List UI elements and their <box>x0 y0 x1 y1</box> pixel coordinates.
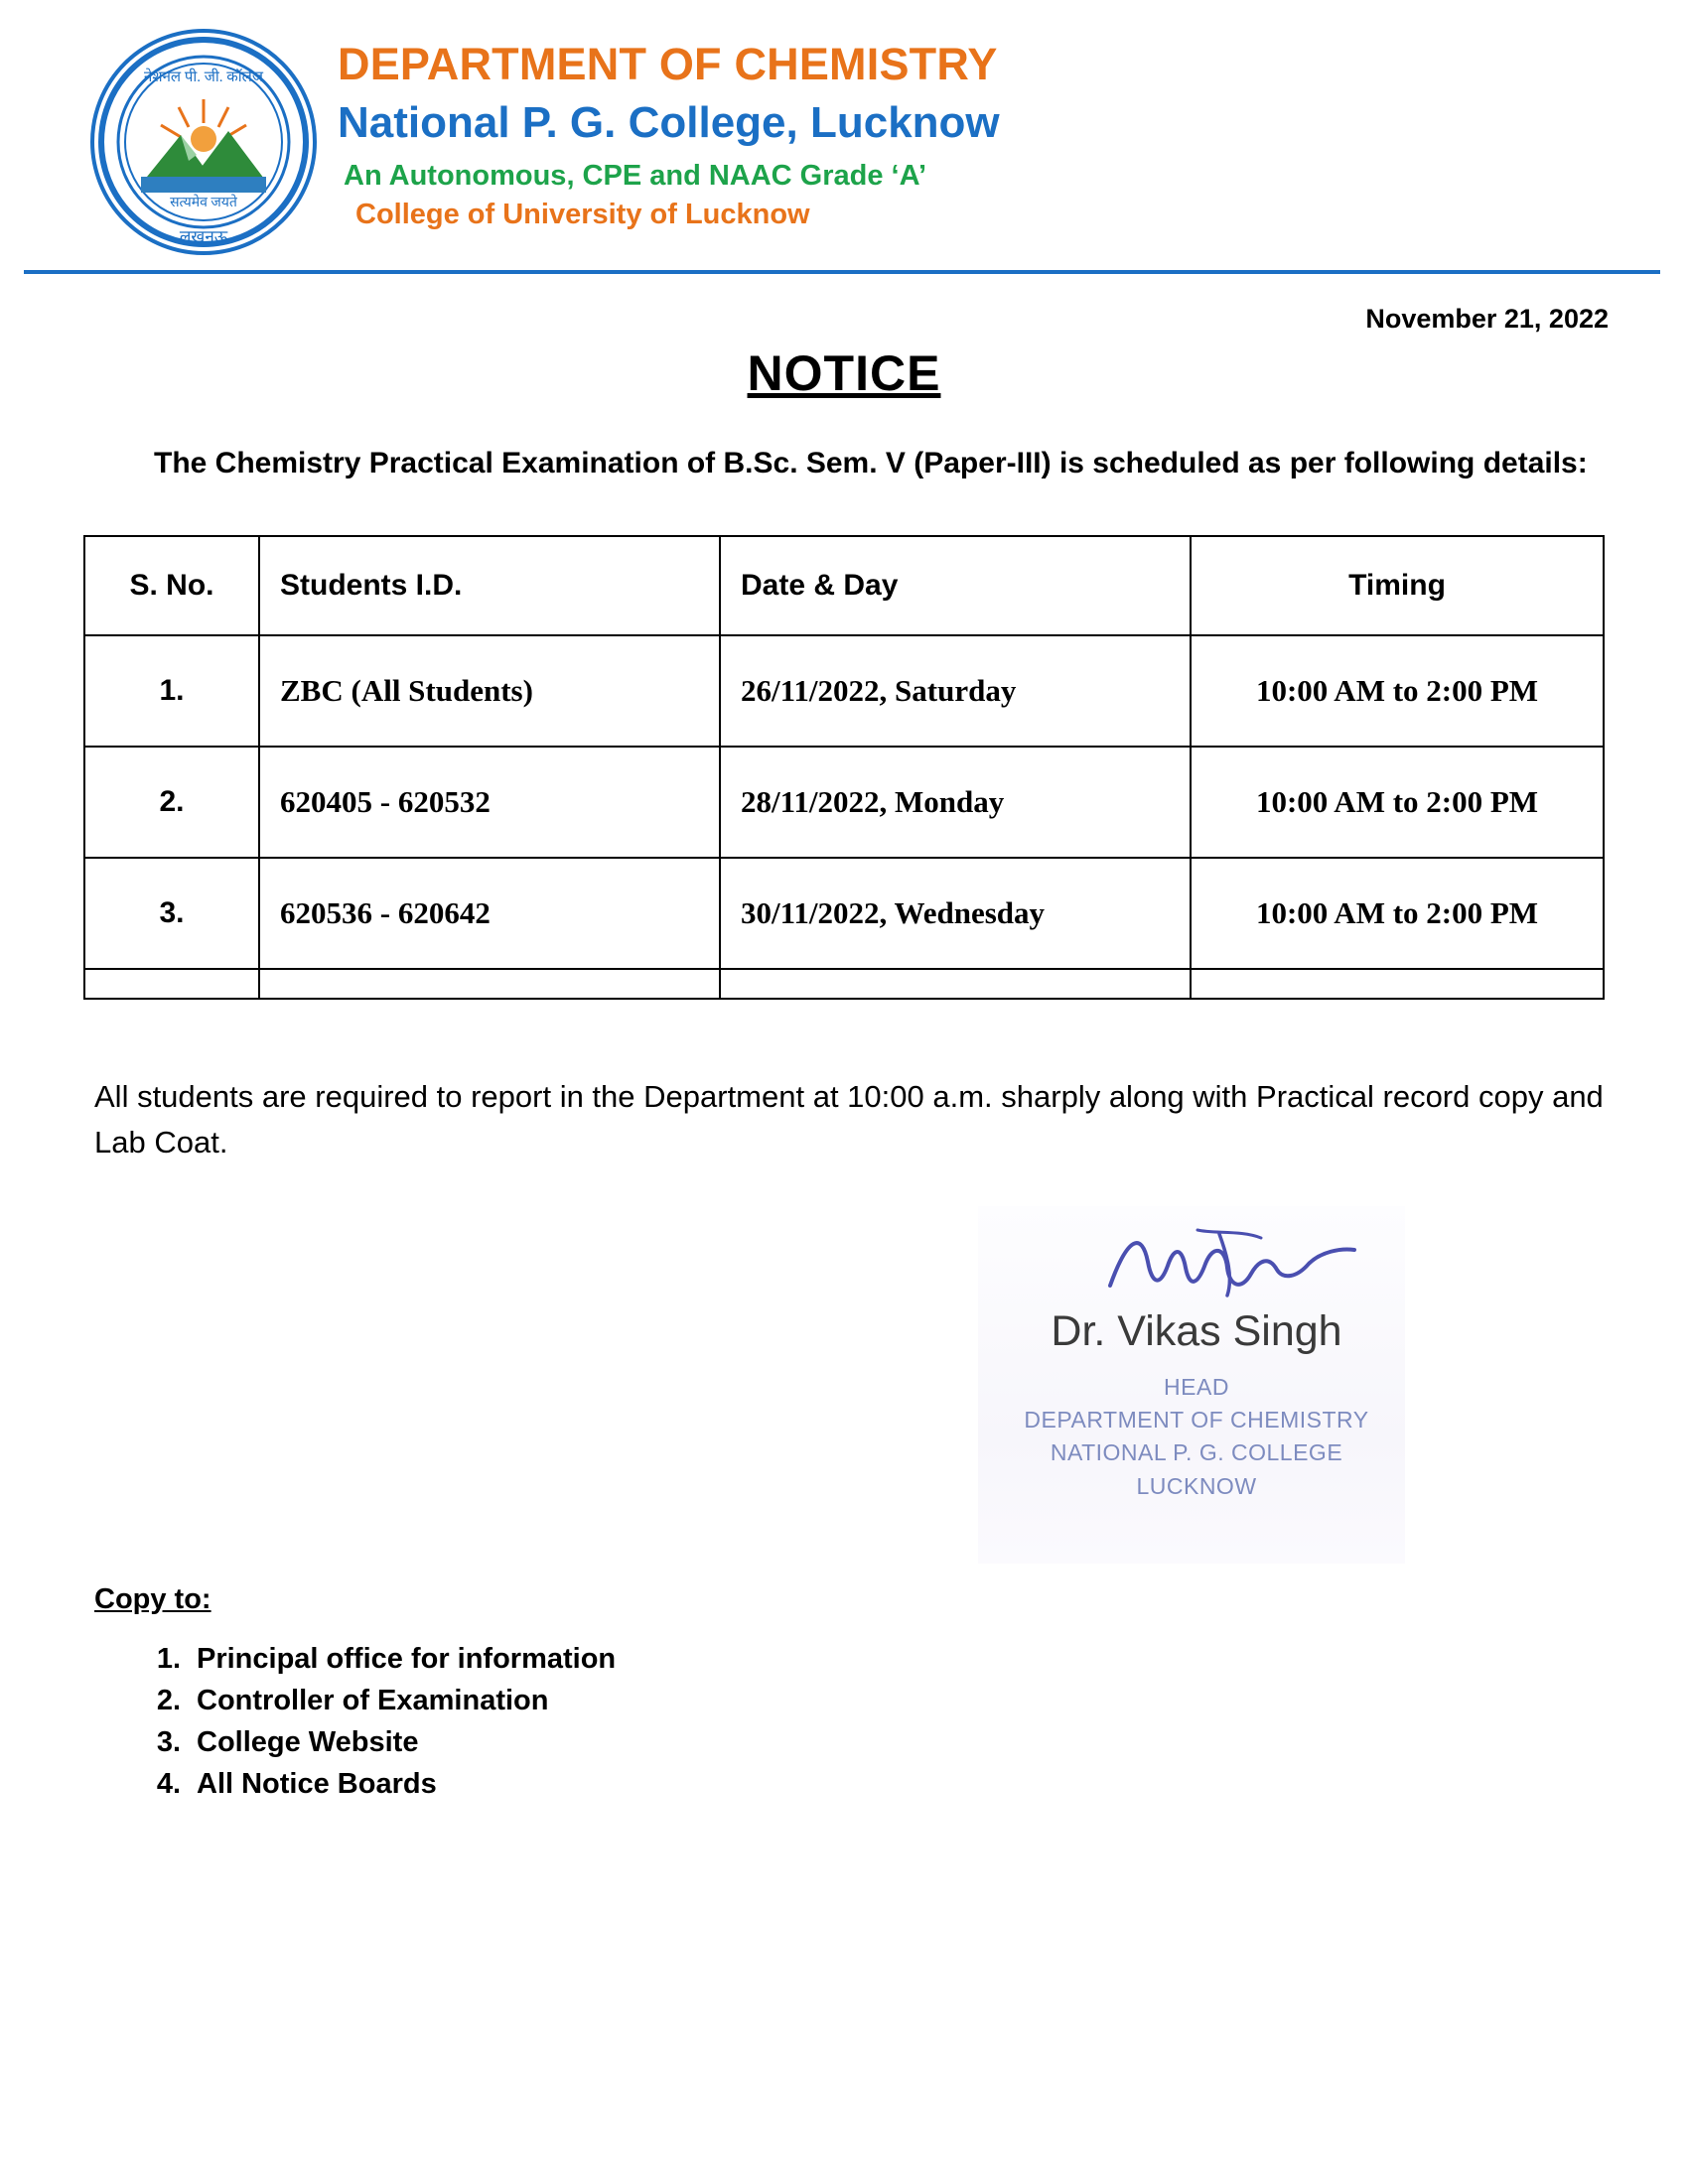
cell-student-id: 620405 - 620532 <box>259 747 720 858</box>
column-header-sno: S. No. <box>84 536 259 635</box>
page-title: NOTICE <box>747 345 941 401</box>
svg-text:नेशनल पी. जी. कॉलेज: नेशनल पी. जी. कॉलेज <box>144 69 263 85</box>
notice-date: November 21, 2022 <box>1365 304 1609 334</box>
intro-paragraph: The Chemistry Practical Examination of B.Sc. Sem. V (Paper-III) is scheduled as per following details: <box>154 447 1588 479</box>
svg-text:सत्यमेव जयते: सत्यमेव जयते <box>170 196 237 210</box>
accreditation-line: An Autonomous, CPE and NAAC Grade ‘A’ <box>344 159 927 192</box>
signature-block <box>0 1196 1688 1573</box>
header-text-block <box>328 22 1000 231</box>
list-item <box>139 1638 1688 1680</box>
cell-timing: 10:00 AM to 2:00 PM <box>1191 747 1604 858</box>
header-divider <box>24 270 1660 274</box>
stamp-city: LUCKNOW <box>1136 1472 1257 1499</box>
affiliation-line: College of University of Lucknow <box>355 198 810 230</box>
college-emblem-icon <box>89 28 318 256</box>
list-item-number: 3. <box>156 1725 181 1758</box>
table-row <box>84 858 1604 969</box>
list-item-number: 1. <box>156 1642 181 1675</box>
list-item-number: 4. <box>156 1767 181 1800</box>
table-header-row <box>84 536 1604 635</box>
list-item <box>139 1680 1688 1721</box>
list-item-label: Controller of Examination <box>197 1684 549 1716</box>
cell-timing: 10:00 AM to 2:00 PM <box>1191 858 1604 969</box>
logo-container <box>79 22 328 256</box>
column-header-date-day: Date & Day <box>720 536 1191 635</box>
stamp-department: DEPARTMENT OF CHEMISTRY <box>1024 1406 1369 1433</box>
table-row <box>84 747 1604 858</box>
list-item-label: College Website <box>197 1725 419 1758</box>
signatory-stamp-text <box>993 1371 1400 1503</box>
list-item-label: Principal office for information <box>197 1642 617 1675</box>
column-header-timing: Timing <box>1191 536 1604 635</box>
table-spacer-row <box>84 969 1604 999</box>
cell-sno: 2. <box>84 747 259 858</box>
college-name: National P. G. College, Lucknow <box>338 97 1000 147</box>
copy-to-heading: Copy to: <box>94 1582 211 1615</box>
column-header-student-id: Students I.D. <box>259 536 720 635</box>
cell-date-day: 26/11/2022, Saturday <box>720 635 1191 747</box>
schedule-table-container <box>0 535 1688 1000</box>
stamp-college: NATIONAL P. G. COLLEGE <box>1050 1439 1343 1466</box>
document-header <box>0 0 1688 256</box>
department-title: DEPARTMENT OF CHEMISTRY <box>338 39 998 89</box>
cell-sno: 1. <box>84 635 259 747</box>
signatory-name: Dr. Vikas Singh <box>1051 1306 1342 1355</box>
list-item-label: All Notice Boards <box>197 1767 437 1800</box>
table-head <box>84 536 1604 635</box>
cell-timing: 10:00 AM to 2:00 PM <box>1191 635 1604 747</box>
copy-to-list <box>139 1638 1688 1805</box>
cell-student-id: 620536 - 620642 <box>259 858 720 969</box>
table-body <box>84 635 1604 999</box>
signatory-designation: HEAD <box>1164 1373 1229 1400</box>
schedule-table <box>83 535 1605 1000</box>
list-item-number: 2. <box>156 1684 181 1716</box>
table-row <box>84 635 1604 747</box>
cell-student-id: ZBC (All Students) <box>259 635 720 747</box>
cell-date-day: 30/11/2022, Wednesday <box>720 858 1191 969</box>
cell-date-day: 28/11/2022, Monday <box>720 747 1191 858</box>
list-item <box>139 1763 1688 1805</box>
handwritten-signature-icon <box>1102 1216 1360 1305</box>
svg-text:लखनऊ: लखनऊ <box>179 227 228 246</box>
instruction-paragraph: All students are required to report in the Department at 10:00 a.m. sharply along with Practical record copy and Lab Coat. <box>94 1078 1604 1160</box>
cell-sno: 3. <box>84 858 259 969</box>
list-item <box>139 1721 1688 1763</box>
